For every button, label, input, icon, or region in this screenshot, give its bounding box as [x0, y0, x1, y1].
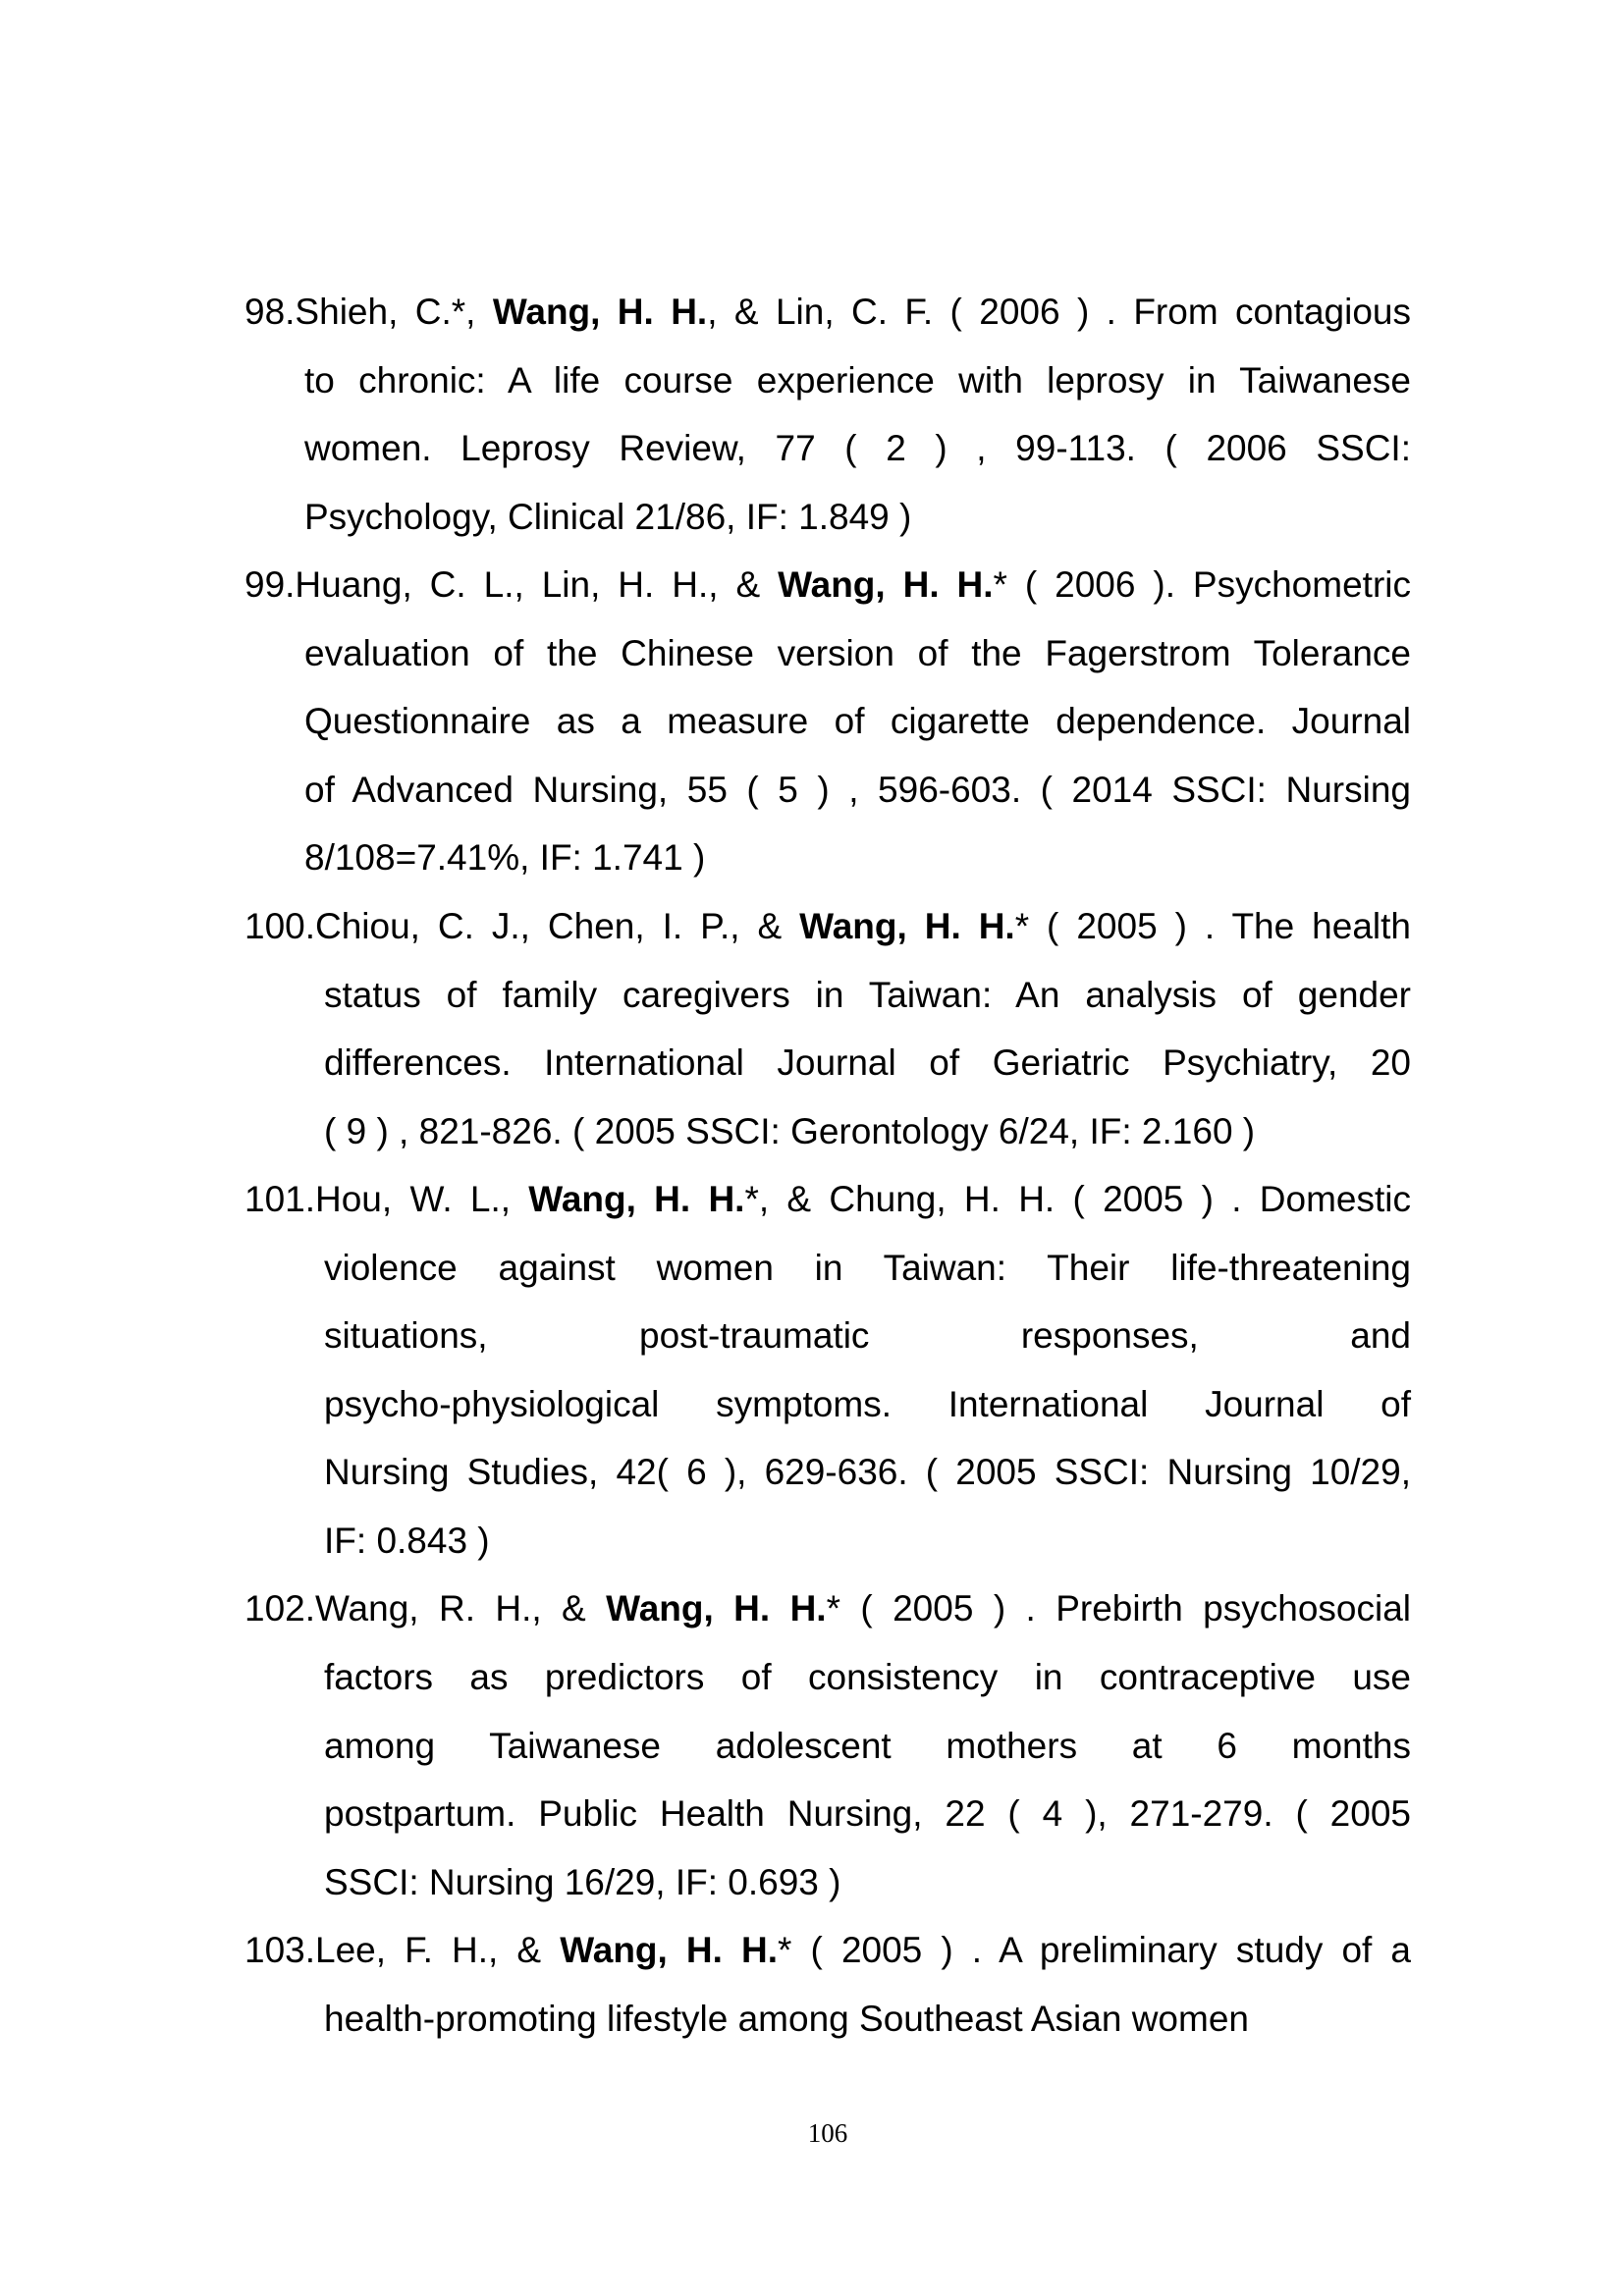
- reference-text: * ( 2006 ). Psychometric: [993, 564, 1411, 606]
- reference-line: [304, 766, 1411, 815]
- reference-line: [304, 697, 1411, 746]
- reference-text: 98.Shieh, C.*,: [244, 292, 493, 332]
- reference-line: [324, 1517, 1411, 1566]
- reference-text: violence against women in Taiwan: Their life-threatening: [324, 1247, 1411, 1288]
- reference-line: [304, 356, 1411, 405]
- reference-first-line: [244, 902, 1411, 951]
- reference-text: health-promoting lifestyle among Southeast Asian women: [324, 1998, 1249, 2039]
- reference-text: of Advanced Nursing, 55 ( 5 ) , 596-603. ( 2014 SSCI: Nursing: [304, 769, 1411, 810]
- reference-line: [324, 1107, 1411, 1156]
- reference-text: 99.Huang, C. L., Lin, H. H., &: [244, 564, 779, 606]
- reference-line: [324, 1380, 1411, 1429]
- reference-line: [304, 833, 1411, 882]
- reference-first-line: [244, 1926, 1411, 1975]
- reference-line: [324, 1039, 1411, 1088]
- author-highlight: Wang, H. H.: [492, 292, 708, 332]
- page-number: 106: [807, 2118, 848, 2148]
- reference-text: postpartum. Public Health Nursing, 22 ( 4 ), 271-279. ( 2005: [324, 1793, 1411, 1835]
- author-highlight: Wang, H. H.: [778, 564, 994, 606]
- reference-text: 100.Chiou, C. J., Chen, I. P., &: [244, 905, 800, 946]
- reference-first-line: [244, 1175, 1411, 1224]
- reference-first-line: [244, 1584, 1411, 1633]
- reference-line: [304, 629, 1411, 678]
- reference-text: * ( 2005 ) . A preliminary study of a: [778, 1930, 1411, 1971]
- reference-text: evaluation of the Chinese version of the Fagerstrom Tolerance: [304, 632, 1411, 673]
- reference-text: 103.Lee, F. H., &: [244, 1930, 561, 1971]
- reference-text: to chronic: A life course experience with leprosy in Taiwanese: [304, 359, 1411, 400]
- reference-text: Nursing Studies, 42( 6 ), 629-636. ( 2005 SSCI: Nursing 10/29,: [324, 1452, 1411, 1493]
- reference-text: * ( 2005 ) . The health: [1014, 905, 1411, 946]
- reference-text: *, & Chung, H. H. ( 2005 ) . Domestic: [744, 1179, 1411, 1220]
- author-highlight: Wang, H. H.: [799, 905, 1015, 946]
- reference-text: SSCI: Nursing 16/29, IF: 0.693 ): [324, 1861, 841, 1902]
- reference-first-line: [244, 288, 1411, 337]
- reference-text: 101.Hou, W. L.,: [244, 1179, 529, 1220]
- reference-text: Psychology, Clinical 21/86, IF: 1.849 ): [304, 496, 912, 537]
- reference-text: 102.Wang, R. H., &: [244, 1588, 607, 1629]
- reference-text: 8/108=7.41%, IF: 1.741 ): [304, 837, 706, 879]
- reference-line: [324, 1789, 1411, 1839]
- reference-text: * ( 2005 ) . Prebirth psychosocial: [826, 1588, 1412, 1629]
- reference-text: situations, post-traumatic responses, and: [324, 1315, 1411, 1357]
- reference-line: [324, 1995, 1411, 2044]
- reference-line: [304, 424, 1411, 473]
- reference-text: differences. International Journal of Geriatric Psychiatry, 20: [324, 1042, 1411, 1084]
- reference-line: [324, 1858, 1411, 1907]
- reference-text: ( 9 ) , 821-826. ( 2005 SSCI: Gerontology 6/24, IF: 2.160 ): [324, 1110, 1256, 1151]
- reference-line: [324, 1311, 1411, 1361]
- reference-line: [324, 1244, 1411, 1293]
- reference-text: factors as predictors of consistency in contraceptive use: [324, 1657, 1411, 1697]
- reference-text: among Taiwanese adolescent mothers at 6 months: [324, 1725, 1411, 1766]
- author-highlight: Wang, H. H.: [560, 1930, 779, 1971]
- reference-text: IF: 0.843 ): [324, 1520, 490, 1561]
- author-highlight: Wang, H. H.: [528, 1179, 745, 1220]
- author-highlight: Wang, H. H.: [606, 1588, 827, 1629]
- reference-text: women. Leprosy Review, 77 ( 2 ) , 99-113. ( 2006 SSCI:: [304, 428, 1411, 469]
- reference-line: [324, 1653, 1411, 1702]
- reference-text: Questionnaire as a measure of cigarette dependence. Journal: [304, 701, 1411, 742]
- reference-first-line: [244, 561, 1411, 610]
- reference-text: , & Lin, C. F. ( 2006 ) . From contagious: [707, 292, 1411, 332]
- reference-line: [304, 493, 1411, 542]
- reference-line: [324, 1722, 1411, 1771]
- reference-line: [324, 1448, 1411, 1497]
- reference-text: status of family caregivers in Taiwan: An analysis of gender: [324, 974, 1411, 1015]
- reference-text: psycho-physiological symptoms. International Journal of: [324, 1383, 1411, 1424]
- reference-line: [324, 971, 1411, 1020]
